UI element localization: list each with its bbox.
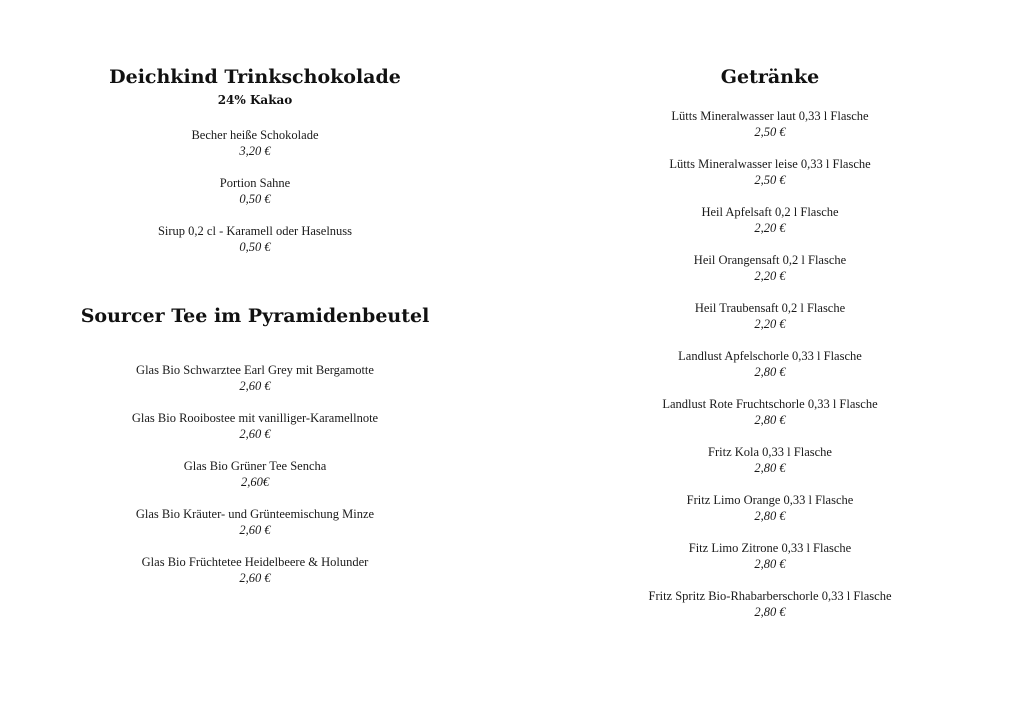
- menu-item: [580, 108, 960, 140]
- menu-item-name: Becher heiße Schokolade: [191, 128, 319, 142]
- menu-item: [580, 588, 960, 620]
- menu-item-price: 2,80 €: [754, 365, 786, 379]
- menu-item: [580, 204, 960, 236]
- chocolate-section-subtitle: 24% Kakao: [217, 93, 293, 107]
- menu-item-name: Lütts Mineralwasser laut 0,33 l Flasche: [671, 109, 869, 123]
- menu-item: [580, 300, 960, 332]
- menu-item-price: 2,20 €: [754, 269, 786, 283]
- menu-item: [55, 127, 455, 159]
- menu-item-price: 2,80 €: [754, 557, 786, 571]
- menu-item-price: 2,80 €: [754, 509, 786, 523]
- menu-item-name: Landlust Apfelschorle 0,33 l Flasche: [678, 349, 862, 363]
- menu-item-price: 0,50 €: [239, 192, 271, 206]
- menu-item-name: Fritz Kola 0,33 l Flasche: [708, 445, 832, 459]
- menu-item-price: 2,60€: [240, 475, 270, 489]
- menu-item-name: Fritz Spritz Bio-Rhabarberschorle 0,33 l Flasche: [648, 589, 892, 603]
- menu-item-name: Glas Bio Rooibostee mit vanilliger-Karamellnote: [131, 411, 379, 425]
- menu-item-price: 2,20 €: [754, 317, 786, 331]
- menu-item-price: 2,60 €: [239, 571, 271, 585]
- tea-section-title: Sourcer Tee im Pyramidenbeutel: [80, 305, 430, 327]
- menu-item-price: 2,80 €: [754, 413, 786, 427]
- menu-item-name: Glas Bio Kräuter- und Grünteemischung Minze: [135, 507, 375, 521]
- menu-item-price: 0,50 €: [239, 240, 271, 254]
- menu-item-name: Fitz Limo Zitrone 0,33 l Flasche: [688, 541, 852, 555]
- menu-item-price: 2,60 €: [239, 379, 271, 393]
- menu-item-name: Glas Bio Grüner Tee Sencha: [183, 459, 327, 473]
- menu-item-name: Heil Apfelsaft 0,2 l Flasche: [701, 205, 839, 219]
- drinks-section-title: Getränke: [720, 66, 820, 88]
- menu-item-name: Heil Orangensaft 0,2 l Flasche: [693, 253, 847, 267]
- menu-item-name: Glas Bio Früchtetee Heidelbeere & Holunder: [141, 555, 369, 569]
- menu-item: [580, 156, 960, 188]
- menu-item-price: 2,60 €: [239, 427, 271, 441]
- menu-item: [580, 540, 960, 572]
- menu-item: [580, 396, 960, 428]
- menu-item: [55, 175, 455, 207]
- menu-item: [55, 362, 455, 394]
- menu-item: [55, 410, 455, 442]
- menu-item-price: 2,60 €: [239, 523, 271, 537]
- menu-item-price: 2,20 €: [754, 221, 786, 235]
- menu-item-name: Sirup 0,2 cl - Karamell oder Haselnuss: [157, 224, 353, 238]
- menu-item-price: 3,20 €: [239, 144, 271, 158]
- menu-item-name: Landlust Rote Fruchtschorle 0,33 l Flasche: [662, 397, 878, 411]
- menu-item-price: 2,50 €: [754, 173, 786, 187]
- menu-item-name: Portion Sahne: [219, 176, 291, 190]
- menu-item-price: 2,80 €: [754, 461, 786, 475]
- menu-item-name: Lütts Mineralwasser leise 0,33 l Flasche: [669, 157, 871, 171]
- menu-item: [55, 506, 455, 538]
- menu-item-name: Glas Bio Schwarztee Earl Grey mit Bergamotte: [136, 363, 374, 377]
- menu-item-name: Heil Traubensaft 0,2 l Flasche: [694, 301, 846, 315]
- menu-item: [580, 348, 960, 380]
- menu-item: [580, 492, 960, 524]
- menu-item-name: Fritz Limo Orange 0,33 l Flasche: [686, 493, 854, 507]
- chocolate-section-title: Deichkind Trinkschokolade: [109, 66, 401, 88]
- menu-item: [580, 252, 960, 284]
- menu-item: [580, 444, 960, 476]
- menu-item: [55, 554, 455, 586]
- menu-item: [55, 458, 455, 490]
- menu-item-price: 2,80 €: [754, 605, 786, 619]
- menu-item-price: 2,50 €: [754, 125, 786, 139]
- menu-item: [55, 223, 455, 255]
